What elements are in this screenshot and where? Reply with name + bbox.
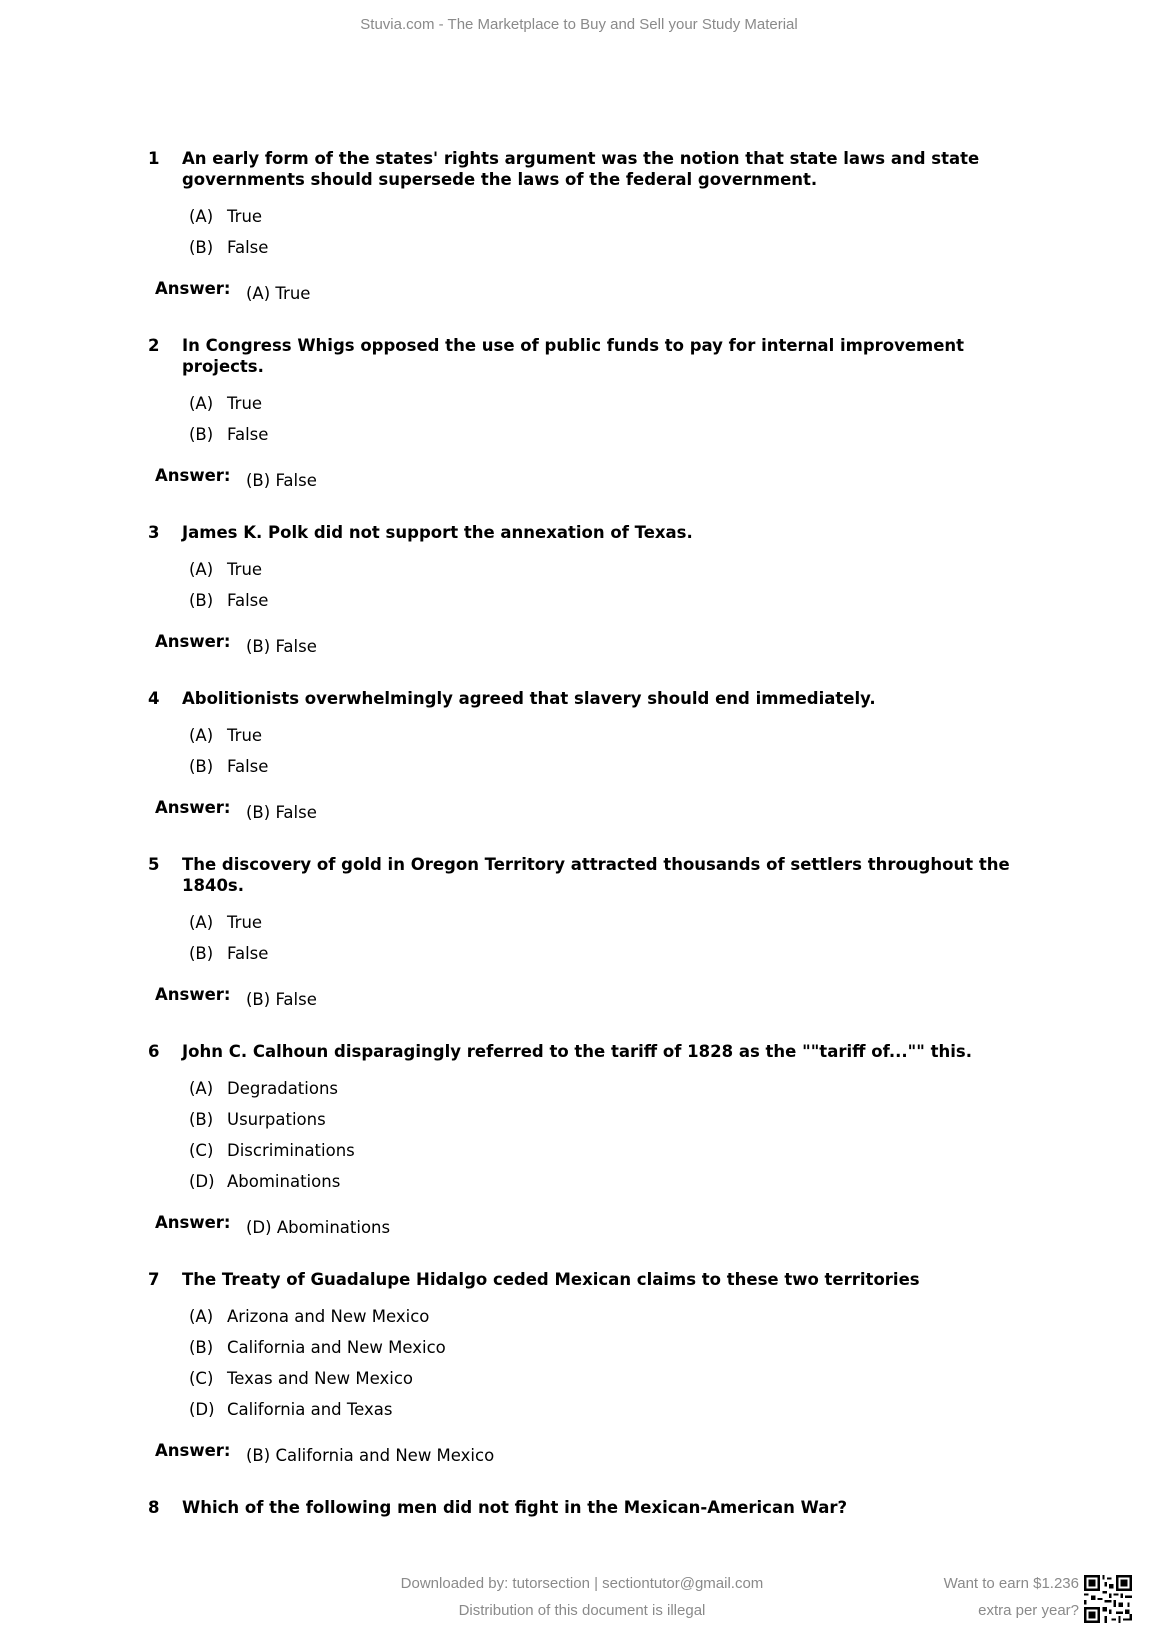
answer-option	[189, 943, 1158, 974]
answer-row	[0, 632, 1158, 672]
option-letter: (C)	[189, 1141, 214, 1160]
earn-promo-line2[interactable]: extra per year?	[978, 1602, 1079, 1619]
question-text: In Congress Whigs opposed the use of public funds to pay for internal improvement projects.	[182, 336, 965, 376]
option-letter: (D)	[189, 1400, 215, 1419]
option-letter: (A)	[189, 394, 214, 413]
question-number: 4	[148, 689, 160, 708]
answer-option	[189, 1078, 1158, 1109]
answer-row	[0, 798, 1158, 838]
question-number: 3	[148, 523, 160, 542]
answer-option	[189, 1368, 1158, 1399]
option-letter: (A)	[189, 1079, 214, 1098]
question-number: 8	[148, 1498, 160, 1517]
question-number: 2	[148, 336, 160, 355]
answer-row	[0, 985, 1158, 1025]
option-letter: (B)	[189, 1110, 214, 1129]
question-text: James K. Polk did not support the annexation of Texas.	[182, 523, 693, 542]
answer-label: Answer:	[155, 798, 231, 817]
answer-option	[189, 393, 1158, 424]
option-text: True	[227, 394, 263, 413]
option-letter: (B)	[189, 425, 214, 444]
answer-value: (B) False	[246, 990, 317, 1009]
option-letter: (A)	[189, 560, 214, 579]
question-number: 6	[148, 1042, 160, 1061]
answer-value: (B) False	[246, 471, 317, 490]
question-text: An early form of the states' rights argument was the notion that state laws and state governments should supersede the laws of the federal government.	[182, 149, 980, 189]
answer-row	[0, 466, 1158, 506]
option-list	[0, 1306, 1158, 1430]
answer-option	[189, 1109, 1158, 1140]
answer-value: (B) False	[246, 803, 317, 822]
question-item	[0, 148, 1158, 319]
question-item	[0, 522, 1158, 672]
option-list	[0, 1078, 1158, 1202]
answer-row	[0, 1213, 1158, 1253]
answer-option	[189, 206, 1158, 237]
question-item	[0, 1269, 1158, 1481]
question-text: John C. Calhoun disparagingly referred to the tariff of 1828 as the ""tariff of..."" this.	[182, 1042, 972, 1061]
answer-option	[189, 756, 1158, 787]
option-text: False	[227, 591, 269, 610]
question-item	[0, 335, 1158, 506]
option-text: True	[227, 913, 263, 932]
option-letter: (A)	[189, 726, 214, 745]
question-number: 5	[148, 855, 160, 874]
option-letter: (B)	[189, 944, 214, 963]
option-list	[0, 206, 1158, 268]
answer-label: Answer:	[155, 466, 231, 485]
answer-option	[189, 424, 1158, 455]
question-text: Abolitionists overwhelmingly agreed that slavery should end immediately.	[182, 689, 876, 708]
option-list	[0, 393, 1158, 455]
question-item	[0, 1041, 1158, 1253]
option-text: False	[227, 425, 269, 444]
answer-row	[0, 279, 1158, 319]
answer-option	[189, 725, 1158, 756]
answer-row	[0, 1441, 1158, 1481]
answer-option	[189, 237, 1158, 268]
option-text: Texas and New Mexico	[227, 1369, 413, 1388]
answer-option	[189, 1171, 1158, 1202]
question-item	[0, 1497, 1158, 1518]
answer-label: Answer:	[155, 1441, 231, 1460]
option-text: True	[227, 726, 263, 745]
site-header: Stuvia.com - The Marketplace to Buy and Sell your Study Material	[360, 16, 798, 33]
option-text: False	[227, 944, 269, 963]
answer-label: Answer:	[155, 279, 231, 298]
option-list	[0, 912, 1158, 974]
option-list	[0, 559, 1158, 621]
option-letter: (B)	[189, 238, 214, 257]
distribution-notice: Distribution of this document is illegal	[458, 1602, 706, 1619]
answer-value: (D) Abominations	[246, 1218, 391, 1237]
answer-value: (B) False	[246, 637, 317, 656]
option-letter: (A)	[189, 207, 214, 226]
downloaded-by-text: Downloaded by: tutorsection | sectiontutor@gmail.com	[400, 1575, 764, 1592]
answer-option	[189, 1140, 1158, 1171]
option-list	[0, 725, 1158, 787]
option-text: California and New Mexico	[227, 1338, 446, 1357]
option-letter: (B)	[189, 1338, 214, 1357]
option-text: Usurpations	[227, 1110, 326, 1129]
answer-label: Answer:	[155, 985, 231, 1004]
option-letter: (B)	[189, 757, 214, 776]
option-letter: (C)	[189, 1369, 214, 1388]
option-text: Abominations	[227, 1172, 341, 1191]
option-text: False	[227, 757, 269, 776]
option-text: True	[227, 207, 263, 226]
answer-option	[189, 1306, 1158, 1337]
earn-promo-line1[interactable]: Want to earn $1.236	[943, 1575, 1079, 1592]
answer-option	[189, 1337, 1158, 1368]
option-letter: (A)	[189, 1307, 214, 1326]
question-text: Which of the following men did not fight in the Mexican-American War?	[182, 1498, 848, 1517]
answer-label: Answer:	[155, 632, 231, 651]
answer-value: (A) True	[246, 284, 311, 303]
option-letter: (A)	[189, 913, 214, 932]
question-text: The Treaty of Guadalupe Hidalgo ceded Mexican claims to these two territories	[182, 1270, 920, 1289]
answer-value: (B) California and New Mexico	[246, 1446, 495, 1465]
question-number: 1	[148, 149, 160, 168]
option-text: True	[227, 560, 263, 579]
question-text: The discovery of gold in Oregon Territory attracted thousands of settlers throughout the 1840s.	[182, 855, 1010, 895]
answer-option	[189, 912, 1158, 943]
option-text: Discriminations	[227, 1141, 355, 1160]
qr-code-icon[interactable]	[1084, 1575, 1132, 1623]
option-text: Degradations	[227, 1079, 339, 1098]
option-text: False	[227, 238, 269, 257]
question-list	[0, 148, 1158, 1518]
question-item	[0, 854, 1158, 1025]
answer-label: Answer:	[155, 1213, 231, 1232]
option-text: California and Texas	[227, 1400, 393, 1419]
option-text: Arizona and New Mexico	[227, 1307, 430, 1326]
question-number: 7	[148, 1270, 160, 1289]
answer-option	[189, 590, 1158, 621]
option-letter: (D)	[189, 1172, 215, 1191]
answer-option	[189, 559, 1158, 590]
answer-option	[189, 1399, 1158, 1430]
question-item	[0, 688, 1158, 838]
option-letter: (B)	[189, 591, 214, 610]
